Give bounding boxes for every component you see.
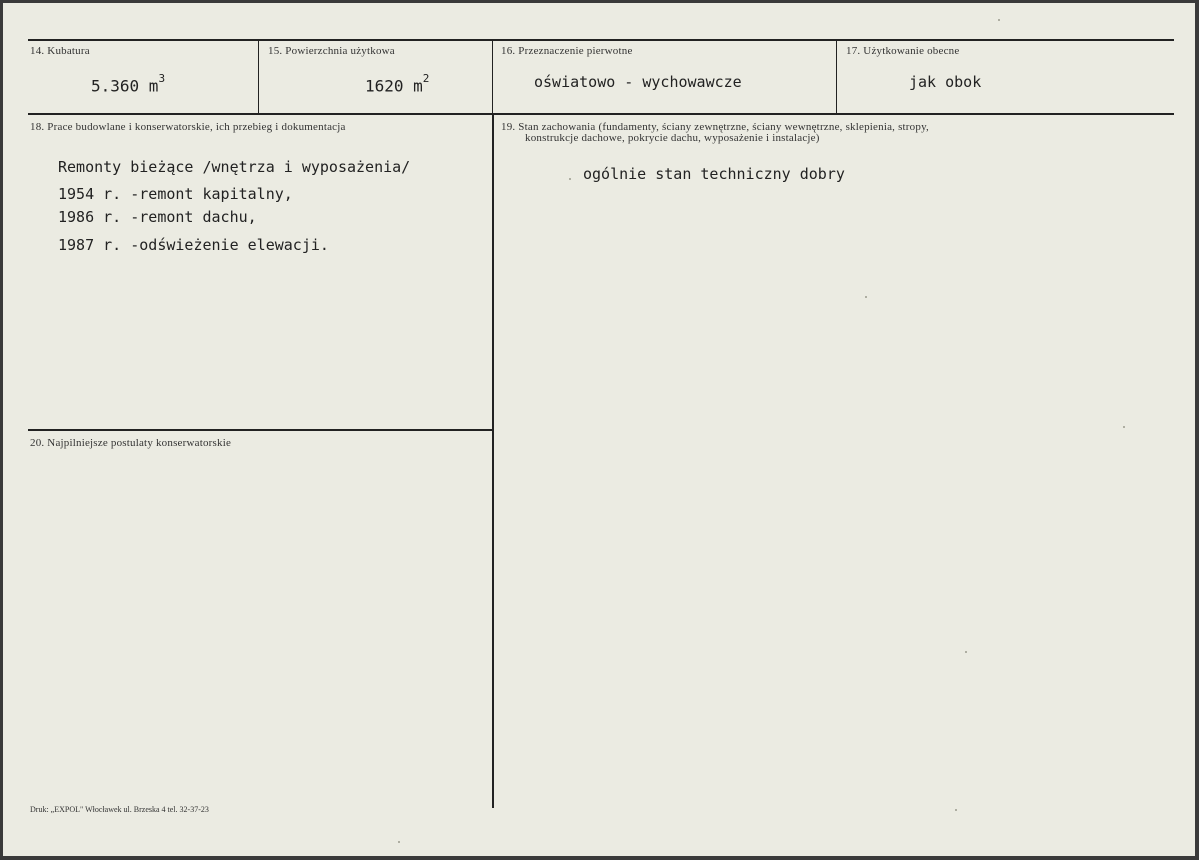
field-18-line-2: 1954 r. -remont kapitalny, <box>58 185 293 203</box>
field-14-label: 14. Kubatura <box>30 45 90 57</box>
field-16-label: 16. Przeznaczenie pierwotne <box>501 45 633 57</box>
field-14-number: 5.360 m <box>91 76 159 96</box>
field-15-exponent: 2 <box>422 72 430 85</box>
paper-speck <box>569 178 571 180</box>
field-18-label: 18. Prace budowlane i konserwatorskie, ich przebieg i dokumentacja <box>30 121 346 133</box>
divider-16-17 <box>836 39 837 114</box>
field-19-label-line-1: 19. Stan zachowania (fundamenty, ściany zewnętrzne, ściany wewnętrzne, sklepienia, stropy, <box>501 121 930 133</box>
field-18-line-4: 1987 r. -odświeżenie elewacji. <box>58 236 329 254</box>
divider-14-15 <box>258 39 259 114</box>
field-17-value: jak obok <box>909 73 982 91</box>
row1-bottom-rule <box>28 113 1174 115</box>
record-card <box>3 3 1195 856</box>
divider-main <box>492 114 494 808</box>
paper-speck <box>865 296 867 298</box>
divider-15-16 <box>492 39 493 114</box>
field-20-label: 20. Najpilniejsze postulaty konserwatorskie <box>30 437 232 449</box>
paper-speck <box>998 19 1000 21</box>
field-19-value: ogólnie stan techniczny dobry <box>583 165 845 183</box>
row2-bottom-rule <box>28 429 493 431</box>
field-16-value: oświatowo - wychowawcze <box>534 73 742 91</box>
field-15-number: 1620 m <box>365 76 423 96</box>
paper-speck <box>398 841 400 843</box>
paper-speck <box>1123 426 1125 428</box>
field-17-label: 17. Użytkowanie obecne <box>846 45 960 57</box>
field-15-label: 15. Powierzchnia użytkowa <box>268 45 395 57</box>
printer-imprint: Druk: „EXPOL" Włocławek ul. Brzeska 4 tel. 32-37-23 <box>30 805 209 814</box>
field-19-label-line-2: konstrukcje dachowe, pokrycie dachu, wyposażenie i instalacje) <box>525 132 820 144</box>
field-14-value <box>91 72 166 96</box>
top-rule <box>28 39 1174 41</box>
paper-speck <box>955 809 957 811</box>
field-18-line-3: 1986 r. -remont dachu, <box>58 208 257 226</box>
field-14-exponent: 3 <box>158 72 166 85</box>
field-18-line-1: Remonty bieżące /wnętrza i wyposażenia/ <box>58 158 411 176</box>
field-15-value <box>365 72 430 96</box>
paper-speck <box>965 651 967 653</box>
